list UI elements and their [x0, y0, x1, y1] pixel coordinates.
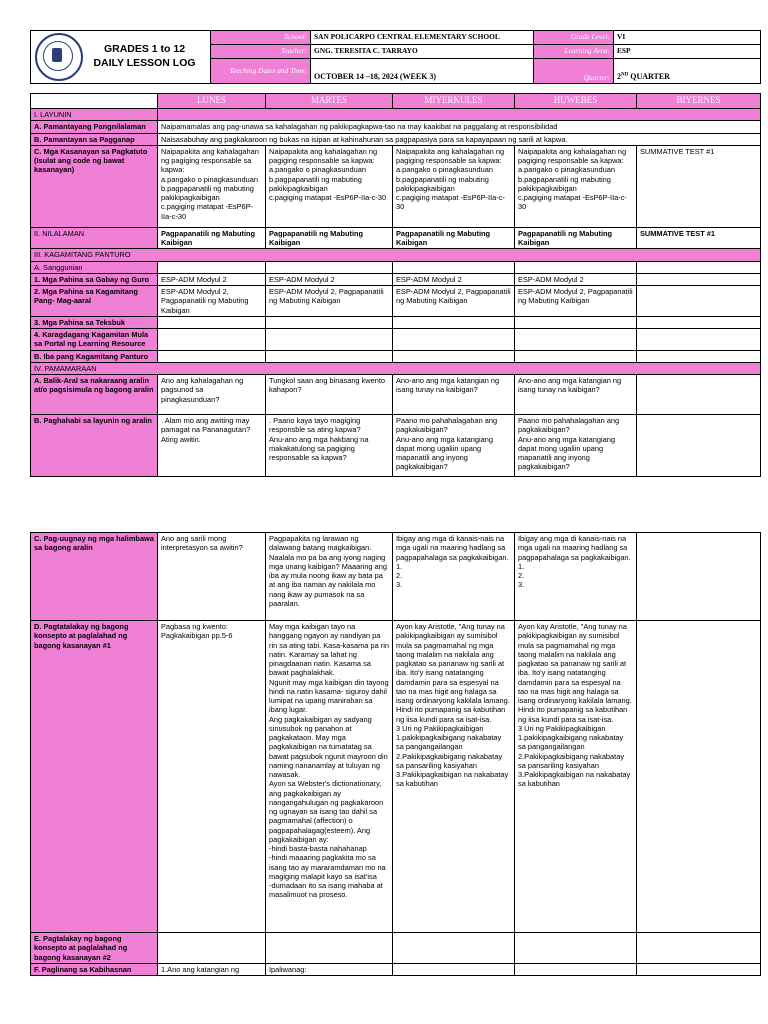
pamantayang-value: Naipamamalas ang pag-unawa sa kahalagahan ng pakikipagkapwa-tao na may kaakibat na paggalang at responsibilidad [158, 121, 761, 133]
kagamitang-lunes: ESP-ADM Modyul 2, Pagpapanatili ng Mabuting Kaibigan [158, 286, 266, 317]
sanggunian-label: A. Sanggunian [31, 261, 158, 273]
nilalaman-lunes: Pagpapanatili ng Mabuting Kaibigan [158, 227, 266, 249]
day-miyerkules: MIYERKULES [393, 94, 515, 109]
gabay-label: 1. Mga Pahina sa Gabay ng Guro [31, 273, 158, 285]
pagtatalakay1-lunes: Pagbasa ng kwento: Pagkakaibigan pp.5-6 [158, 621, 266, 933]
sanggunian-row [31, 261, 761, 273]
kagamitan-row [31, 249, 761, 261]
kagamitang-row [31, 286, 761, 317]
kasanayan-huwebes: Naipapakita ang kahalagahan ng pagiging responsable sa kapwa: a.pangako o pinagkasunduan b.pagpapanatili ng mabuting pakikipagkaibigan c.pagiging matapat -EsP6P-IIa-c-30 [515, 145, 637, 227]
lesson-table-part2 [30, 532, 761, 976]
kasanayan-biyernes: SUMMATIVE TEST #1 [637, 145, 761, 227]
pamantayang-row [31, 121, 761, 133]
pagganap-row [31, 133, 761, 145]
teksbuk-martes [266, 316, 393, 328]
gabay-biyernes [637, 273, 761, 285]
paghahabi-miyerkules: Paano mo pahahalagahan ang pagkakaibigan? Anu-ano ang mga katangiang dapat mong ugaliin upang mapanatili ang inyong pagkakaibigan? [393, 415, 515, 477]
paglinang-martes: Ipaliwanag: [266, 963, 393, 975]
pamamaraan-row [31, 362, 761, 374]
gabay-row [31, 273, 761, 285]
balik-label: A. Balik-Aral sa nakaraang aralin at/o pagsisimula ng bagong aralin [31, 375, 158, 415]
karagdagan-martes [266, 329, 393, 351]
gabay-miyerkules: ESP-ADM Modyul 2 [393, 273, 515, 285]
paglinang-huwebes [515, 963, 637, 975]
kagamitang-huwebes: ESP-ADM Modyul 2, Pagpapanatili ng Mabuting Kaibigan [515, 286, 637, 317]
kasanayan-lunes: Naipapakita ang kahalagahan ng pagiging responsable sa kapwa: a.pangako o pinagkasunduan b.pagpapanatili ng mabuting pakikipagkaibigan c.pagiging matapat -EsP6P-IIa-c-30 [158, 145, 266, 227]
area-label: Learning Area: [534, 44, 614, 58]
kagamitan-label: III. KAGAMITANG PANTURO [31, 249, 761, 261]
sanggunian-miyerkules [393, 261, 515, 273]
paguugnay-lunes: Ano ang sarili mong interpretasyon sa awitin? [158, 533, 266, 621]
days-blank [31, 94, 158, 109]
balik-miyerkules: Ano-ano ang mga katangian ng isang tunay na kaibigan? [393, 375, 515, 415]
paghahabi-biyernes [637, 415, 761, 477]
paghahabi-lunes: . Alam mo ang awiting may pamagat na Pananagutan? Ating awitin. [158, 415, 266, 477]
lesson-table-part1 [30, 93, 761, 477]
teksbuk-row [31, 316, 761, 328]
karagdagan-miyerkules [393, 329, 515, 351]
school-value: SAN POLICARPO CENTRAL ELEMENTARY SCHOOL [311, 31, 534, 45]
days-header-row [31, 94, 761, 109]
paghahabi-huwebes: Paano mo pahahalagahan ang pagkakaibigan? Anu-ano ang mga katangiang dapat mong ugaliin upang mapanatili ang inyong pagkakaibigan? [515, 415, 637, 477]
pagganap-value: Naisasabuhay ang pagkakaroon ng bukas na isipan at kahinahunan sa pagpapasiya para sa kapayapaan ng sarili at kapwa. [158, 133, 761, 145]
balik-biyernes [637, 375, 761, 415]
kagamitang-label: 2. Mga Pahina sa Kagamitang Pang- Mag-aaral [31, 286, 158, 317]
header-block [30, 30, 761, 84]
karagdagan-label: 4. Karagdagang Kagamitan Mula sa Portal ng Learning Resource [31, 329, 158, 351]
karagdagan-lunes [158, 329, 266, 351]
gabay-lunes: ESP-ADM Modyul 2 [158, 273, 266, 285]
day-biyernes: BIYERNES [637, 94, 761, 109]
kagamitang-biyernes [637, 286, 761, 317]
teacher-label: Teacher: [211, 44, 311, 58]
karagdagan-row [31, 329, 761, 351]
paguugnay-martes: Pagpapakita ng larawan ng dalawang batang magkaibigan. Naalala mo pa ba ang iyong naging mga unang kaibigan? Maaaring ang iba ay mula noong ikaw ay bata pa at ang iba naman ay nakilala mo nang ikaw ay pumasok na sa paaralan. [266, 533, 393, 621]
paguugnay-label: C. Pag-uugnay ng mga halimbawa sa bagong aralin [31, 533, 158, 621]
teksbuk-huwebes [515, 316, 637, 328]
pamamaraan-label: IV. PAMAMARAAN [31, 362, 761, 374]
pagtatalakay2-biyernes [637, 933, 761, 964]
nilalaman-miyerkules: Pagpapanatili ng Mabuting Kaibigan [393, 227, 515, 249]
karagdagan-huwebes [515, 329, 637, 351]
lesson-table-2 [30, 532, 761, 976]
paghahabi-row [31, 415, 761, 477]
pagganap-label: B. Pamantayan sa Pagganap [31, 133, 158, 145]
lesson-table-1 [30, 93, 761, 477]
quarter-word: QUARTER [630, 72, 670, 81]
layunin-row [31, 109, 761, 121]
layunin-label: I. LAYUNIN [31, 109, 158, 121]
day-martes: MARTES [266, 94, 393, 109]
nilalaman-biyernes: SUMMATIVE TEST #1 [637, 227, 761, 249]
iba-row [31, 350, 761, 362]
iba-martes [266, 350, 393, 362]
kasanayan-miyerkules: Naipapakita ang kahalagahan ng pagiging responsable sa kapwa: a.pangako o pinagkasunduan b.pagpapanatili ng mabuting pakikipagkaibigan c.pagiging matapat -EsP6P-IIa-c-30 [393, 145, 515, 227]
balik-lunes: Ano ang kahalagahan ng pagsunod sa pinagkasunduan? [158, 375, 266, 415]
pamantayang-label: A. Pamantayang Pangnilalaman [31, 121, 158, 133]
teksbuk-lunes [158, 316, 266, 328]
title-line2: DAILY LESSON LOG [93, 57, 196, 69]
iba-miyerkules [393, 350, 515, 362]
pagtatalakay2-row [31, 933, 761, 964]
pagtatalakay1-label: D. Pagtatalakay ng bagong konsepto at paglalahad ng bagong kasanayan #1 [31, 621, 158, 933]
sanggunian-lunes [158, 261, 266, 273]
kasanayan-martes: Naipapakita ang kahalagahan ng pagiging responsable sa kapwa: a.pangako o pinagkasunduan b.pagpapanatili ng mabuting pakikipagkaibigan c.pagiging matapat -EsP6P-IIa-c-30 [266, 145, 393, 227]
iba-lunes [158, 350, 266, 362]
pagtatalakay1-miyerkules: Ayon kay Aristotle, "Ang tunay na pakikipagkaibigan ay sumisibol mula sa pagmamahal ng mga taong malalim na nakilala ang pagkatao sa pananaw ng sarili at iba. Ito'y isang natatanging damdamin para sa espesyal na tao na mas higit ang halaga sa isang ordinaryong kakilala lamang. Hindi ito pumapanig sa kabutihan ng iisa kundi para sa isat-isa. 3 Uri ng Pakikipagkaibigan 1.pakikipagkaibigang nakabatay sa pangangailangan 2.Pakikipagkaibigang nakabatay sa pansariling kasiyahan 3.Pakikipagkaibigan na nakabatay sa kabutihan [393, 621, 515, 933]
paglinang-lunes: 1.Ano ang katangian ng [158, 963, 266, 975]
teksbuk-miyerkules [393, 316, 515, 328]
day-huwebes: HUWEBES [515, 94, 637, 109]
logo-title-cell [31, 31, 211, 84]
teksbuk-label: 3. Mga Pahina sa Teksbuk [31, 316, 158, 328]
kagamitang-miyerkules: ESP-ADM Modyul 2, Pagpapanatili ng Mabuting Kaibigan [393, 286, 515, 317]
paguugnay-row [31, 533, 761, 621]
iba-biyernes [637, 350, 761, 362]
gabay-huwebes: ESP-ADM Modyul 2 [515, 273, 637, 285]
nilalaman-row [31, 227, 761, 249]
sanggunian-martes [266, 261, 393, 273]
balik-row [31, 375, 761, 415]
paguugnay-miyerkules: Ibigay ang mga di kanais-nais na mga ugali na maaring hadlang sa pagpapahalaga sa pagkakaibigan. 1. 2. 3. [393, 533, 515, 621]
nilalaman-huwebes: Pagpapanatili ng Mabuting Kaibigan [515, 227, 637, 249]
quarter-label: Quarter: [534, 58, 614, 83]
iba-huwebes [515, 350, 637, 362]
pagtatalakay2-miyerkules [393, 933, 515, 964]
quarter-num: 2 [617, 72, 621, 81]
kagamitang-martes: ESP-ADM Modyul 2, Pagpapanatili ng Mabuting Kaibigan [266, 286, 393, 317]
grade-label: Grade Level: [534, 31, 614, 45]
quarter-sup: ND [621, 72, 629, 78]
sanggunian-biyernes [637, 261, 761, 273]
kasanayan-label: C. Mga Kasanayan sa Pagkatuto (Isulat ang code ng bawat kasanayan) [31, 145, 158, 227]
paguugnay-huwebes: Ibigay ang mga di kanais-nais na mga ugali na maaring hadlang sa pagpapahalaga sa pagkakaibigan. 1. 2. 3. [515, 533, 637, 621]
pagtatalakay2-martes [266, 933, 393, 964]
teksbuk-biyernes [637, 316, 761, 328]
dates-value: OCTOBER 14 –18, 2024 (WEEK 3) [311, 58, 534, 83]
pagtatalakay2-label: E. Pagtalakay ng bagong konsepto at paglalahad ng bagong kasanayan #2 [31, 933, 158, 964]
balik-huwebes: Ano-ano ang mga katangian ng isang tunay na kaibigan? [515, 375, 637, 415]
layunin-fill [158, 109, 761, 121]
deped-seal-icon [35, 33, 83, 81]
paghahabi-martes: . Paano kaya tayo magiging responsble sa ating kapwa? Anu-ano ang mga hakbang na makakatulong sa pagiging responsable sa kapwa? [266, 415, 393, 477]
day-lunes: LUNES [158, 94, 266, 109]
quarter-value [614, 58, 761, 83]
karagdagan-biyernes [637, 329, 761, 351]
nilalaman-martes: Pagpapanatili ng Mabuting Kaibigan [266, 227, 393, 249]
header-table [30, 30, 761, 84]
dates-label: Teaching Dates and Time: [211, 58, 311, 83]
pagtatalakay2-huwebes [515, 933, 637, 964]
paghahabi-label: B. Paghahabi sa layunin ng aralin [31, 415, 158, 477]
balik-martes: Tungkol saan ang binasang kwento kahapon? [266, 375, 393, 415]
gabay-martes: ESP-ADM Modyul 2 [266, 273, 393, 285]
sanggunian-huwebes [515, 261, 637, 273]
paguugnay-biyernes [637, 533, 761, 621]
paglinang-miyerkules [393, 963, 515, 975]
school-label: School: [211, 31, 311, 45]
kasanayan-row [31, 145, 761, 227]
pagtatalakay1-biyernes [637, 621, 761, 933]
pagtatalakay1-huwebes: Ayon kay Aristotle, "Ang tunay na pakikipagkaibigan ay sumisibol mula sa pagmamahal ng mga taong malalim na nakilala ang pagkatao sa pananaw ng sarili at iba. Ito'y isang natatanging damdamin para sa espesyal na tao na mas higit ang halaga sa isang ordinaryong kakilala lamang. Hindi ito pumapanig sa kabutihan ng iisa kundi para sa isat-isa. 3 Uri ng Pakikipagkaibigan 1.pakikipagkaibigang nakabatay sa pangangailangan 2.Pakikipagkaibigang nakabatay sa pansariling kasiyahan 3.Pakikipagkaibigan na nakabatay sa kabutihan [515, 621, 637, 933]
paglinang-biyernes [637, 963, 761, 975]
paglinang-row [31, 963, 761, 975]
pagtatalakay2-lunes [158, 933, 266, 964]
teacher-value: GNG. TERESITA C. TARRAYO [311, 44, 534, 58]
nilalaman-label: II. NILALAMAN [31, 227, 158, 249]
paglinang-label: F. Paglinang sa Kabihasnan [31, 963, 158, 975]
title-line1: GRADES 1 to 12 [103, 43, 186, 56]
grade-value: VI [614, 31, 761, 45]
pagtatalakay1-row [31, 621, 761, 933]
pagtatalakay1-martes: May mga kaibigan tayo na hanggang ngayon ay nandiyan pa rin sa ating tabi. Kasa-kasama pa rin natin. Karamay sa lahat ng pinagdaanan natin. Kasama sa bawat paghalakhak. Ngunit may mga kaibigan din tayong hindi na natin kasama- siguroy dahil lumipat na upang manirahan sa ibang lugar. Ang pagkakaibigan ay sadyang sinusubok ng panahon at pagkakataon. May mga pagkakaibigan na tumatatag sa bawat pagsubok ngunit mayroon din naming nananamlay at tuluyan ng nawasak. Ayon sa Webster's dictionationary, ang pagkakaibigan ay nangangahulugan ng pagkakaroon ng ugnayan sa isang tao dahil sa pagmamahal (affection) o pagpapahalagag(esteem). Ang pagkakaibigan ay: -hindi basta-basta nahahanap -hindi maaaring pagkakita mo sa isang tao ay mararamdaman mo na magiging malapit kayo sa isat'isa -dumadaan ito sa isang mahaba at masalimuot na proseso. [266, 621, 393, 933]
area-value: ESP [614, 44, 761, 58]
iba-label: B. Iba pang Kagamitang Panturo [31, 350, 158, 362]
